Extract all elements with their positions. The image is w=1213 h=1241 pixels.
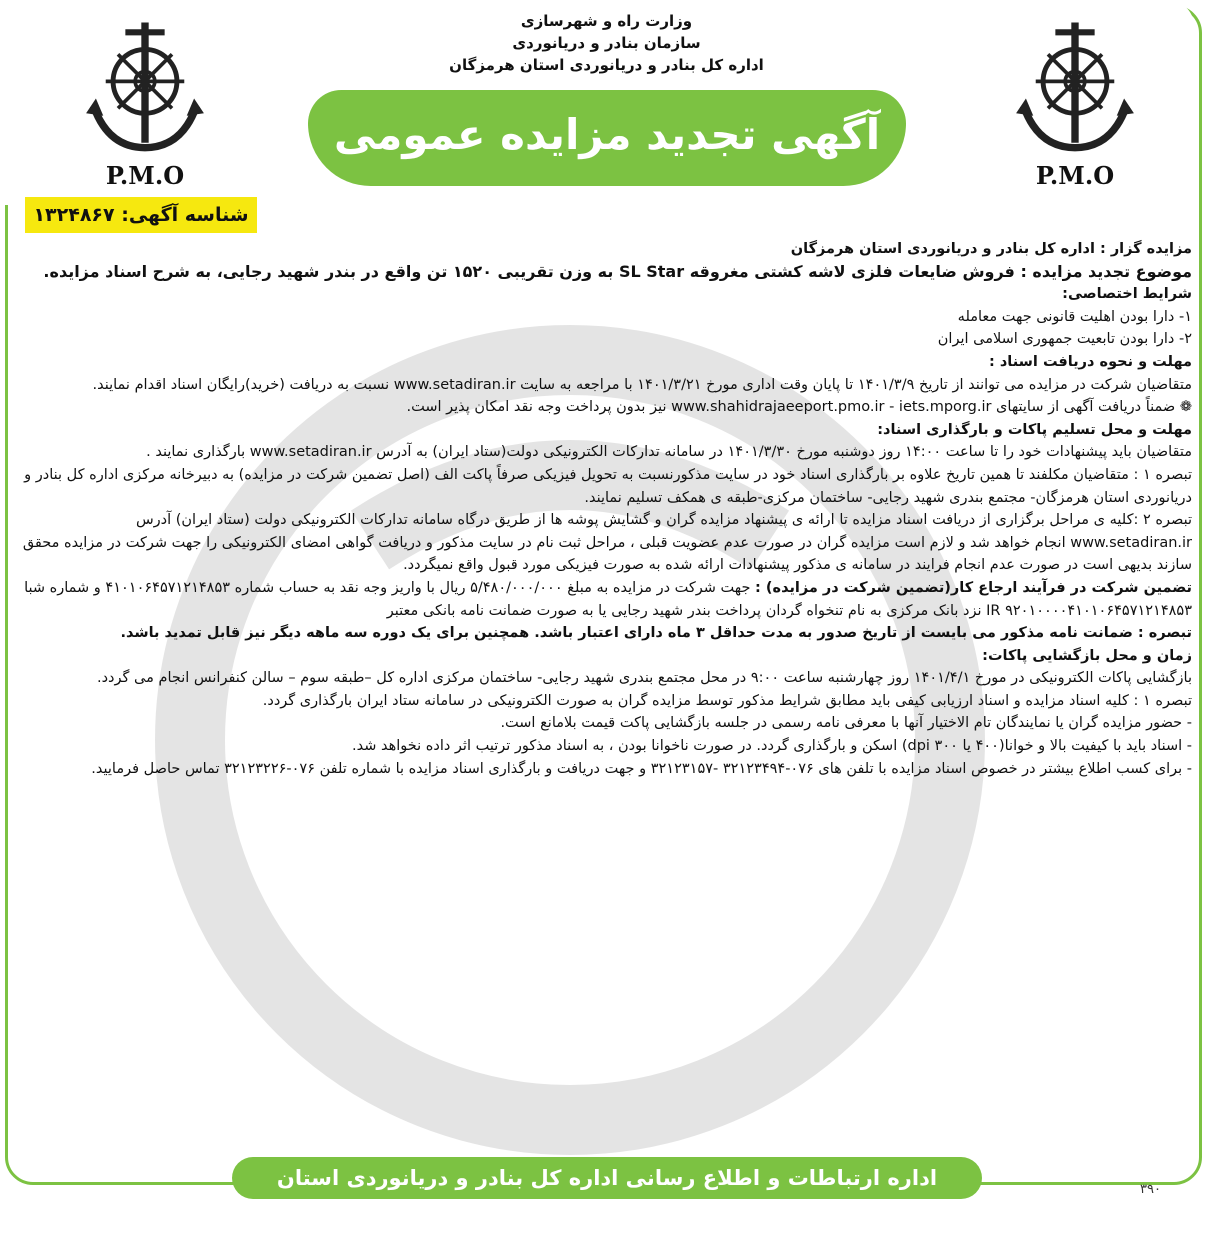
- page-title: آگهی تجدید مزایده عمومی: [333, 110, 881, 159]
- ministry-line-2: سازمان بنادر و دریانوردی: [512, 34, 701, 52]
- docs-note: ❁ ضمناً دریافت آگهی از سایتهای www.shahidrajaeeport.pmo.ir - iets.mporg.ir نیز بدون پرداخت وجه نقد امکان پذیر است.: [406, 399, 1192, 416]
- pmo-logo-right: [1010, 20, 1140, 190]
- submission-title: مهلت و محل تسلیم پاکات و بارگذاری اسناد:: [877, 421, 1192, 438]
- final-note-3: - اسناد باید با کیفیت بالا و خوانا(۴۰۰ یا ۳۰۰ dpi) اسکن و بارگذاری گردد. در صورت ناخوانا بودن ، به اسناد مذکور ترتیب اثر داده نخواهد شد.: [352, 738, 1192, 755]
- note-2: تبصره ۲ :کلیه ی مراحل برگزاری از دریافت اسناد مزایده تا ارائه ی پیشنهاد مزایده گران و گشایش پوشه ها از طریق درگاه سامانه تدارکات الکترونیکی دولت (ستاد ایران) آدرس www.setadiran.ir انجام خواهد شد و لازم است مزایده گران در صورت عدم عضویت قبلی ، مراحل ثبت نام در سایت مذکور و دریافت گواهی امضای الکترونیکی را جهت شرکت در مزایده محقق سازند بدیهی است در صورت عدم انجام فرایند در سامانه ی مذکور پیشنهادات ارائه شده به صورت فیزیکی مورد قبول واقع نمیگردد.: [22, 512, 1192, 574]
- logo-text: P.M.O: [105, 161, 185, 190]
- special-conditions-title: شرایط اختصاصی:: [1062, 286, 1192, 303]
- guarantee-paragraph: [22, 577, 1192, 622]
- ministry-block: [400, 10, 813, 76]
- note-1: تبصره ۱ : متقاضیان مکلفند تا همین تاریخ علاوه بر بارگذاری اسناد خود در سایت مذکورنسبت به تحویل فیزیکی صرفاً پاکت الف (اصل تضمین شرکت در مزایده) به دبیرخانه مرکزی اداره کل بنادر و دریانوردی استان هرمزگان- مجتمع بندری شهید رجایی- ساختمان مرکزی-طبقه ی همکف تسلیم نمایند.: [24, 466, 1192, 506]
- logo-text: P.M.O: [1035, 161, 1115, 190]
- auctioneer: مزایده گزار : اداره کل بنادر و دریانوردی استان هرمزگان: [790, 241, 1192, 257]
- ministry-line-1: وزارت راه و شهرسازی: [520, 12, 693, 30]
- notice-body: [22, 238, 1192, 780]
- final-note-4: - برای کسب اطلاع بیشتر در خصوص اسناد مزایده با تلفن های ۰۷۶-۳۲۱۲۳۴۹۴ -۳۲۱۲۳۱۵۷ و جهت دریافت و بارگذاری اسناد مزایده با شماره تلفن ۰۷۶-۳۲۱۲۳۲۲۶ تماس حاصل فرمایید.: [91, 760, 1192, 777]
- page-number: ۳۹۰: [1140, 1182, 1161, 1197]
- guarantee-title: تضمین شرکت در فرآیند ارجاع کار(تضمین شرکت در مزایده) :: [755, 579, 1192, 596]
- docs-deadline-text: متقاضیان شرکت در مزایده می توانند از تاریخ ۱۴۰۱/۳/۹ تا پایان وقت اداری مورخ ۱۴۰۱/۳/۲۱ با مراجعه به سایت www.setadiran.ir نسبت به دریافت (خرید)رایگان اسناد اقدام نمایند.: [92, 376, 1192, 393]
- submission-text: متقاضیان باید پیشنهادات خود را تا ساعت ۱۴:۰۰ روز دوشنبه مورخ ۱۴۰۱/۳/۳۰ در سامانه تدارکات الکترونیکی دولت(ستاد ایران) به آدرس www.setadiran.ir بارگذاری نمایند .: [146, 444, 1192, 461]
- final-note-1: تبصره ۱ : کلیه اسناد مزایده و اسناد ارزیابی کیفی باید مطابق شرایط مذکور توسط مزایده گران به صورت الکترونیکی در سامانه ستاد ایران بارگذاری گردد.: [262, 692, 1192, 709]
- opening-title: زمان و محل بازگشایی پاکات:: [982, 647, 1192, 664]
- opening-text: بازگشایی پاکات الکترونیکی در مورخ ۱۴۰۱/۴/۱ روز چهارشنبه ساعت ۹:۰۰ در محل مجتمع بندری شهید رجایی- ساختمان مرکزی اداره کل –طبقه سوم – سالن کنفرانس انجام می گردد.: [96, 670, 1192, 687]
- condition-2: ۲- دارا بودن تابعیت جمهوری اسلامی ایران: [937, 331, 1192, 348]
- subject: موضوع تجدید مزایده : فروش ضایعات فلزی لاشه کشتی مغروقه SL Star به وزن تقریبی ۱۵۲۰ تن واقع در بندر شهید رجایی، به شرح اسناد مزایده.: [43, 261, 1192, 281]
- guarantee-note: تبصره : ضمانت نامه مذکور می بایست از تاریخ صدور به مدت حداقل ۳ ماه دارای اعتبار باشد. همچنین برای یک دوره سه ماهه دیگر نیز قابل تمدید باشد.: [120, 625, 1192, 642]
- guarantee-text: جهت شرکت در مزایده به مبلغ ۵/۴۸۰/۰۰۰/۰۰۰ ریال با واریز وجه نقد به حساب شماره ۴۱۰۱۰۶۴۵۷۱۲۱۴۸۵۳ و شماره شبا IR ۹۲۰۱۰۰۰۰۴۱۰۱۰۶۴۵۷۱۲۱۴۸۵۳ نزد بانک مرکزی به نام تنخواه گردان پرداخت بندر شهید رجایی یا به صورت ضمانت نامه بانکی معتبر: [24, 579, 1192, 619]
- anchor-icon: [1010, 20, 1140, 155]
- docs-deadline-title: مهلت و نحوه دریافت اسناد :: [989, 353, 1192, 370]
- ministry-line-3: اداره کل بنادر و دریانوردی استان هرمزگان: [449, 56, 764, 74]
- final-note-2: - حضور مزایده گران یا نمایندگان تام الاختیار آنها با معرفی نامه رسمی در جلسه بازگشایی پاکت قیمت بلامانع است.: [500, 715, 1192, 732]
- footer-banner: اداره ارتباطات و اطلاع رسانی اداره کل بنادر و دریانوردی استان هرمزگان: [232, 1157, 982, 1199]
- pmo-logo-left: [80, 20, 210, 190]
- notice-id-badge: شناسه آگهی: ۱۳۲۴۸۶۷: [25, 197, 257, 233]
- anchor-icon: [80, 20, 210, 155]
- condition-1: ۱- دارا بودن اهلیت قانونی جهت معامله: [957, 308, 1192, 325]
